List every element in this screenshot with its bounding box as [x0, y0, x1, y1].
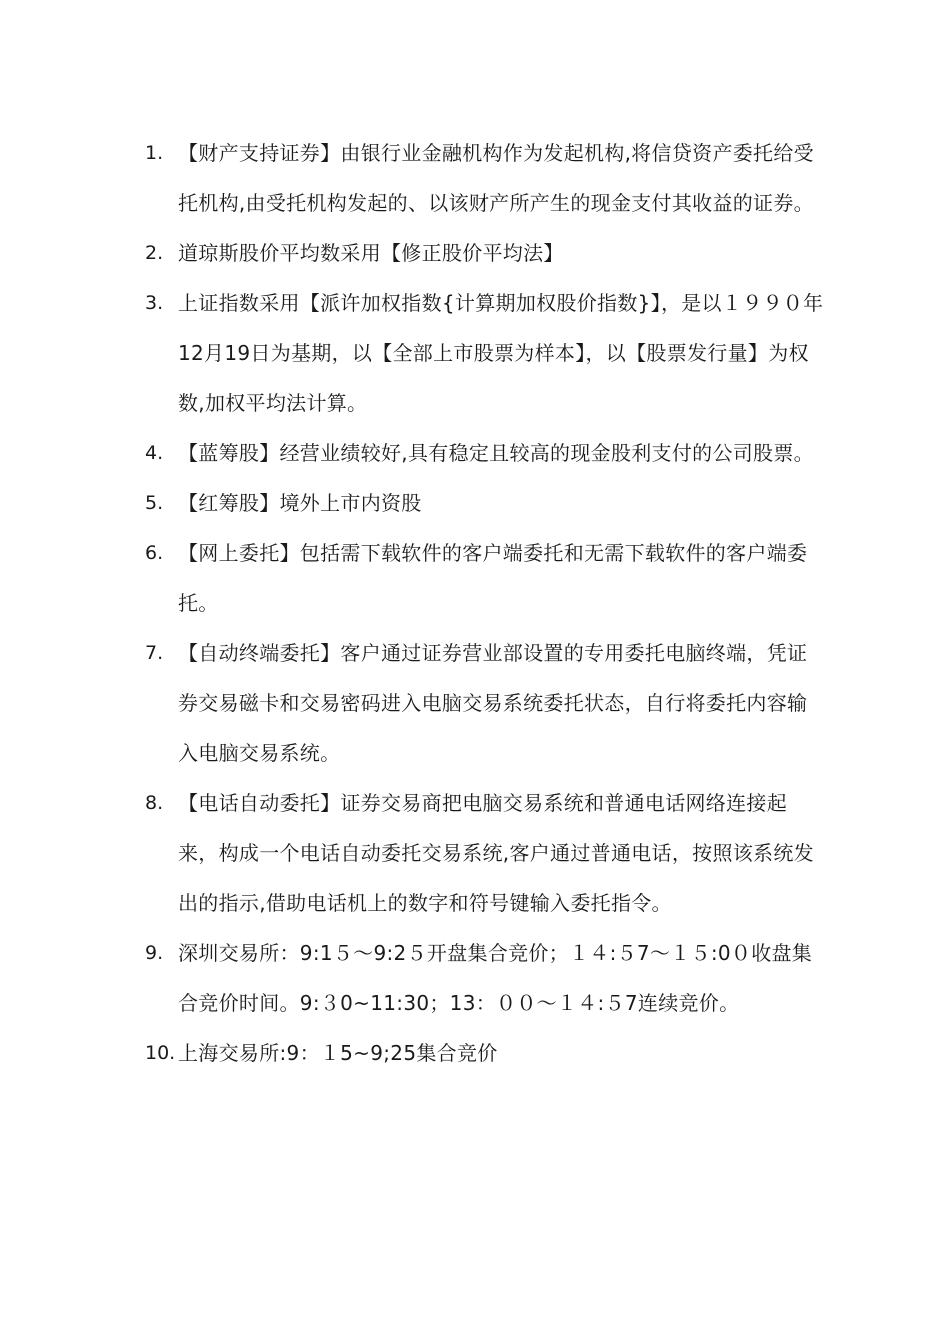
list-item-number: 6. [145, 542, 164, 564]
list-item [145, 1028, 825, 1078]
list-item [145, 528, 825, 628]
list-item-number: 10. [145, 1042, 176, 1064]
numbered-list [145, 128, 825, 1078]
list-item-text: 【电话自动委托】证券交易商把电脑交易系统和普通电话网络连接起来，构成一个电话自动委托交易系统,客户通过普通电话，按照该系统发出的指示,借助电话机上的数字和符号键输入委托指令。 [178, 791, 814, 915]
list-item [145, 278, 825, 428]
list-item [145, 778, 825, 928]
list-item [145, 478, 825, 528]
list-item-text: 【网上委托】包括需下载软件的客户端委托和无需下载软件的客户端委托。 [178, 541, 808, 615]
list-item-text: 上证指数采用【派许加权指数{计算期加权股价指数}】，是以１９９０年12月19日为基期，以【全部上市股票为样本】，以【股票发行量】为权数,加权平均法计算。 [178, 291, 824, 415]
list-item [145, 428, 825, 478]
list-item-number: 7. [145, 642, 164, 664]
list-item [145, 128, 825, 228]
list-item-text: 道琼斯股价平均数采用【修正股价平均法】 [178, 241, 564, 265]
list-item-text: 【财产支持证券】由银行业金融机构作为发起机构,将信贷资产委托给受托机构,由受托机构发起的、以该财产所产生的现金支付其收益的证券。 [178, 141, 814, 215]
list-item-text: 【蓝筹股】经营业绩较好,具有稳定且较高的现金股利支付的公司股票。 [178, 441, 814, 465]
list-item-number: 2. [145, 242, 164, 264]
list-item-number: 3. [145, 292, 164, 314]
list-item-text: 深圳交易所：9:1５～9:2５开盘集合竞价；１４:５7～１５:0０收盘集合竞价时间。9:３0~11:30；13：００～１４:５7连续竞价。 [178, 941, 813, 1015]
list-item-number: 1. [145, 142, 164, 164]
list-item-number: 4. [145, 442, 164, 464]
list-item [145, 628, 825, 778]
list-item-number: 9. [145, 942, 164, 964]
list-item-number: 8. [145, 792, 164, 814]
list-item-text: 上海交易所:9：１5~9;25集合竞价 [178, 1041, 498, 1065]
list-item-text: 【自动终端委托】客户通过证券营业部设置的专用委托电脑终端，凭证券交易磁卡和交易密码进入电脑交易系统委托状态，自行将委托内容输入电脑交易系统。 [178, 641, 808, 765]
list-item [145, 928, 825, 1028]
list-item [145, 228, 825, 278]
list-item-number: 5. [145, 492, 164, 514]
list-item-text: 【红筹股】境外上市内资股 [178, 491, 422, 515]
